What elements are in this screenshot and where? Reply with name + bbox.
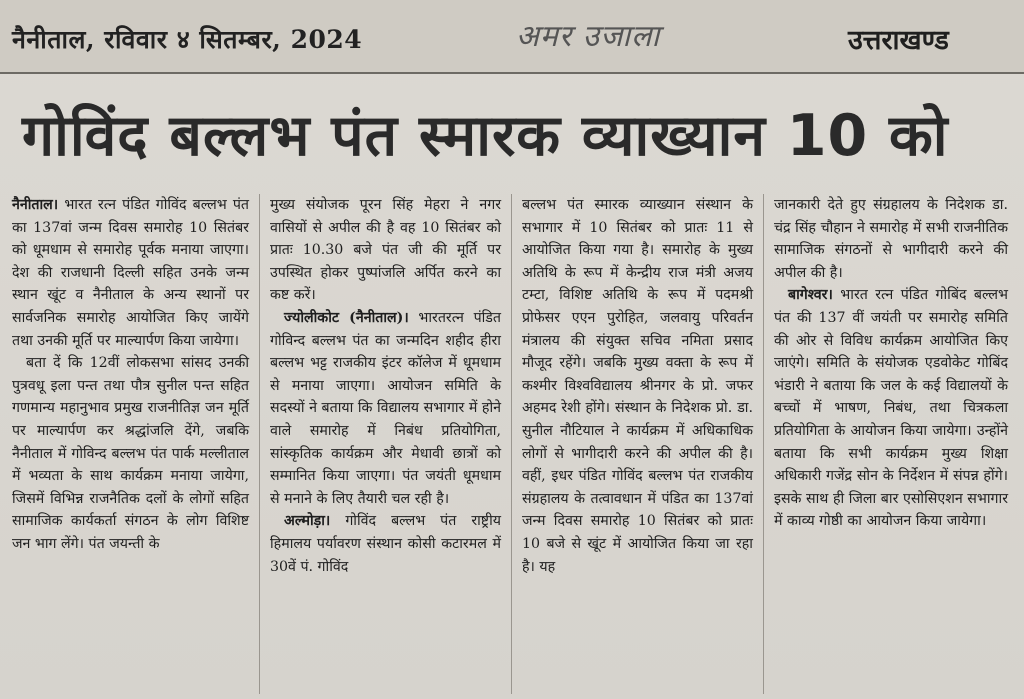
paragraph-text: गोविंद बल्लभ पंत राष्ट्रीय हिमालय पर्यावरण संस्थान कोसी कटारमल में 30वें पं. गोविंद [270,513,501,575]
article-column-1 [2,194,260,694]
paragraph-text: बता दें कि 12वीं लोकसभा सांसद उनकी पुत्रवधू इला पन्त तथा पौत्र सुनील पन्त सहित गणमान्य महानुभाव प्रमुख राजनीतिज्ञ जन मूर्ति पर माल्यार्पण कर श्रद्धांजलि देंगे, जबकि नैनीताल में गोविन्द बल्लभ पंत पार्क मल्लीताल में भव्यता के साथ कार्यक्रम मनाया जायेगा, जिसमें विभिन्न राजनैतिक दलों के लोगों सहित सामाजिक कार्यकर्ता संगठन के लोग विशिष्ट जन भाग लेंगे। पंत जयन्ती के [12,355,249,552]
paragraph-text: भारतरत्न पंडित गोविन्द बल्लभ पंत का जन्मदिन शहीद हीरा बल्लभ भट्ट राजकीय इंटर कॉलेज में धूमधाम से मनाया जाएगा। आयोजन समिति के सदस्यों ने बताया कि विद्यालय सभागार में होने वाले समारोह में निबंध प्रतियोगिता, सांस्कृतिक कार्यक्रम और मेधावी छात्रों को सम्मानित किया जाएगा। पंत जयंती धूमधाम से मनाने के लिए तैयारी चल रही है। [270,309,501,507]
paragraph [270,194,501,307]
page-banner [0,0,1024,74]
paragraph [270,510,501,578]
paragraph-text: जानकारी देते हुए संग्रहालय के निदेशक डा. चंद्र सिंह चौहान ने समारोह में सभी राजनीतिक सामाजिक संगठनों से भागीदारी करने की अपील की है। [774,197,1008,281]
paragraph [522,194,753,578]
paragraph-text: मुख्य संयोजक पूरन सिंह मेहरा ने नगर वासियों से अपील की है वह 10 सितंबर को प्रातः 10.30 बजे पंत जी की मूर्ति पर उपस्थित होकर पुष्पांजलि अर्पित करने का कष्ट करें। [270,197,501,304]
dateline-lead: ज्योलीकोट (नैनीताल)। [284,309,409,326]
paper-name: अमर उजाला [516,19,661,54]
headline: गोविंद बल्लभ पंत स्मारक व्याख्यान 10 को [22,103,949,169]
article-column-3 [512,194,764,694]
article-column-2 [260,194,512,694]
paragraph [12,194,249,352]
paragraph-text: भारत रत्न पंडित गोबिंद बल्लभ पंत की 137 वीं जयंती पर समारोह समिति की ओर से विविध कार्यक्रम आयोजित किए जाएंगे। समिति के संयोजक एडवोकेट गोबिंद भंडारी ने बताया कि जल के कई विद्यालयों के बच्चों में भाषण, निबंध, तथा चित्रकला प्रतियोगिता के आयोजन किया जायेगा। उन्होंने बताया कि सभी कार्यक्रम मुख्य शिक्षा अधिकारी गजेंद्र सोन के निर्देशन में संपन्न होंगे। इसके साथ ही जिला बार एसोसिएशन सभागार में काव्य गोष्ठी का आयोजन किया जायेगा। [774,287,1008,530]
paragraph [774,284,1008,533]
dateline-lead: नैनीताल। [12,197,59,213]
dateline-lead: बागेश्वर। [788,287,833,304]
article-column-4 [764,194,1018,694]
section-name: उत्तराखण्ड [848,25,949,56]
paragraph [12,352,249,555]
paragraph [774,194,1008,284]
paragraph-text: भारत रत्न पंडित गोविंद बल्लभ पंत का 137वां जन्म दिवस समारोह 10 सितंबर को धूमधाम से समारोह पूर्वक मनाया जाएगा। देश की राजधानी दिल्ली सहित उनके जन्म स्थान खूंट व नैनीताल के अन्य स्थानों पर सार्वजनिक समारोह आयोजित किए जायेंगे तथा उनकी मूर्ति पर माल्यार्पण किया जायेगा। [12,197,249,349]
dateline-lead: अल्मोड़ा। [284,513,331,530]
paragraph-text: बल्लभ पंत स्मारक व्याख्यान संस्थान के सभागार में 10 सितंबर को प्रातः 11 से आयोजित किया गया है। समारोह के मुख्य अतिथि के रूप में केन्द्रीय राज मंत्री अजय टम्टा, विशिष्ट अतिथि के रूप में पदमश्री प्रोफेसर एएन पुरोहित, जलवायु परिवर्तन मंत्रालय की संयुक्त सचिव नमिता प्रसाद मौजूद रहेंगे। जबकि मुख्य वक्ता के रूप में कश्मीर विश्वविद्यालय श्रीनगर के प्रो. जफर अहमद रेशी होंगे। संस्थान के निदेशक प्रो. डा. सुनील नौटियाल ने कार्यक्रम में अधिकाधिक लोगों से भागीदारी करने की अपील की है। वहीं, इधर पंडित गोविंद बल्लभ पंत राजकीय संग्रहालय के तत्वावधान में पंडित का 137वां जन्म दिवस समारोह 10 सितंबर को प्रातः 10 बजे से खूंट में आयोजित किया जा रहा है। यह [522,197,753,575]
article-body [2,194,1018,694]
paragraph [270,307,501,510]
dateline: नैनीताल, रविवार ४ सितम्बर, 2024 [12,25,363,54]
